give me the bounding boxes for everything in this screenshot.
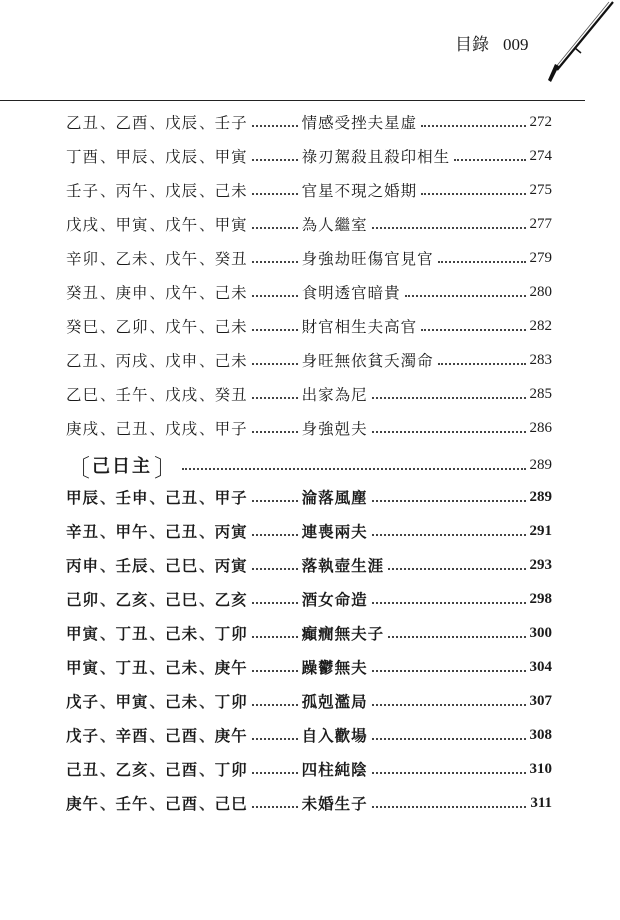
section-heading[interactable] <box>66 450 552 480</box>
toc-entry[interactable] <box>66 381 552 407</box>
leader-dots <box>388 568 525 570</box>
toc-entry[interactable] <box>66 415 552 441</box>
leader-dots <box>252 602 298 604</box>
entry-page: 310 <box>529 760 552 777</box>
entry-page: 283 <box>529 351 552 368</box>
entry-page: 286 <box>529 419 552 436</box>
entry-description: 身旺無依貧夭濁命 <box>301 352 434 370</box>
entry-pillars: 癸巳、乙卯、戊午、己未 <box>66 318 248 336</box>
leader-dots <box>405 295 526 297</box>
leader-dots <box>182 468 526 470</box>
entry-page: 275 <box>529 181 552 198</box>
toc-entry[interactable] <box>66 484 552 510</box>
leader-dots <box>372 772 526 774</box>
entry-description: 癲癇無夫子 <box>301 624 385 643</box>
leader-dots <box>252 397 298 399</box>
entry-description: 淪落風塵 <box>301 488 368 507</box>
leader-dots <box>252 704 298 706</box>
leader-dots <box>252 738 298 740</box>
entry-page: 293 <box>529 556 552 573</box>
toc-entry[interactable] <box>66 109 552 135</box>
toc-entry[interactable] <box>66 279 552 305</box>
entry-pillars: 丙申、壬辰、己巳、丙寅 <box>66 556 248 575</box>
leader-dots <box>372 227 526 229</box>
entry-pillars: 甲寅、丁丑、己未、庚午 <box>66 658 248 677</box>
entry-pillars: 甲寅、丁丑、己未、丁卯 <box>66 624 248 643</box>
entry-description: 酒女命造 <box>301 590 368 609</box>
entry-page: 280 <box>529 283 552 300</box>
leader-dots <box>388 636 525 638</box>
entry-pillars: 戊子、辛酉、己酉、庚午 <box>66 726 248 745</box>
leader-dots <box>252 534 298 536</box>
leader-dots <box>438 363 526 365</box>
header-page-number: 009 <box>503 35 529 54</box>
leader-dots <box>372 670 526 672</box>
entry-pillars: 乙丑、乙酉、戊辰、壬子 <box>66 114 248 132</box>
leader-dots <box>252 261 298 263</box>
header-title: 目錄 <box>455 35 489 55</box>
entry-description: 未婚生子 <box>301 794 368 813</box>
entry-page: 277 <box>529 215 552 232</box>
entry-pillars: 己丑、乙亥、己酉、丁卯 <box>66 760 248 779</box>
entry-description: 財官相生夫高官 <box>301 318 418 336</box>
entry-page: 304 <box>529 658 552 675</box>
leader-dots <box>252 670 298 672</box>
entry-pillars: 戊戌、甲寅、戊午、甲寅 <box>66 216 248 234</box>
calligraphy-brush-icon <box>545 0 620 85</box>
entry-description: 出家為尼 <box>301 386 368 404</box>
entry-pillars: 戊子、甲寅、己未、丁卯 <box>66 692 248 711</box>
entry-description: 落執壺生涯 <box>301 556 385 575</box>
entry-description: 官星不現之婚期 <box>301 182 418 200</box>
leader-dots <box>252 227 298 229</box>
entry-description: 自入歡場 <box>301 726 368 745</box>
entry-description: 食明透官暗貴 <box>301 284 401 302</box>
leader-dots <box>372 704 526 706</box>
entry-pillars: 乙丑、丙戌、戊申、己未 <box>66 352 248 370</box>
toc-entry[interactable] <box>66 552 552 578</box>
entry-page: 308 <box>529 726 552 743</box>
toc-entry[interactable] <box>66 211 552 237</box>
header-rule <box>0 100 585 101</box>
toc-entry[interactable] <box>66 790 552 816</box>
leader-dots <box>372 534 526 536</box>
leader-dots <box>372 431 526 433</box>
toc-entry[interactable] <box>66 177 552 203</box>
leader-dots <box>252 159 298 161</box>
section-page: 289 <box>529 456 552 473</box>
leader-dots <box>438 261 526 263</box>
toc-entry[interactable] <box>66 620 552 646</box>
entry-pillars: 壬子、丙午、戊辰、己未 <box>66 182 248 200</box>
entry-page: 279 <box>529 249 552 266</box>
leader-dots <box>252 125 298 127</box>
entry-pillars: 庚午、壬午、己酉、己巳 <box>66 794 248 813</box>
leader-dots <box>252 636 298 638</box>
leader-dots <box>372 806 527 808</box>
leader-dots <box>372 602 526 604</box>
leader-dots <box>252 329 298 331</box>
entry-pillars: 辛丑、甲午、己丑、丙寅 <box>66 522 248 541</box>
toc-entry[interactable] <box>66 756 552 782</box>
entry-pillars: 辛卯、乙未、戊午、癸丑 <box>66 250 248 268</box>
entry-page: 285 <box>529 385 552 402</box>
leader-dots <box>421 125 525 127</box>
entry-page: 300 <box>529 624 552 641</box>
entry-page: 307 <box>529 692 552 709</box>
toc-entry[interactable] <box>66 143 552 169</box>
leader-dots <box>252 500 298 502</box>
entry-description: 為人繼室 <box>301 216 368 234</box>
leader-dots <box>252 806 298 808</box>
toc-entry[interactable] <box>66 245 552 271</box>
entry-description: 身強劫旺傷官見官 <box>301 250 434 268</box>
entry-pillars: 乙巳、壬午、戊戌、癸丑 <box>66 386 248 404</box>
entry-pillars: 庚戌、己丑、戊戌、甲子 <box>66 420 248 438</box>
leader-dots <box>421 193 525 195</box>
leader-dots <box>252 193 298 195</box>
toc-entry[interactable] <box>66 654 552 680</box>
page-header <box>455 30 529 60</box>
toc-entry[interactable] <box>66 313 552 339</box>
entry-description: 情感受挫夫星虛 <box>301 114 418 132</box>
entry-pillars: 癸丑、庚申、戊午、己未 <box>66 284 248 302</box>
entry-pillars: 丁酉、甲辰、戊辰、甲寅 <box>66 148 248 166</box>
entry-description: 連喪兩夫 <box>301 522 368 541</box>
toc-entry[interactable] <box>66 518 552 544</box>
entry-description: 四柱純陰 <box>301 760 368 779</box>
entry-page: 291 <box>529 522 552 539</box>
section-open-bracket: 〔 <box>66 453 90 482</box>
leader-dots <box>252 568 298 570</box>
entry-pillars: 己卯、乙亥、己巳、乙亥 <box>66 590 248 609</box>
entry-page: 282 <box>529 317 552 334</box>
entry-description: 孤剋濫局 <box>301 692 368 711</box>
entry-page: 289 <box>529 488 552 505</box>
entry-pillars: 甲辰、壬申、己丑、甲子 <box>66 488 248 507</box>
entry-page: 274 <box>529 147 552 164</box>
toc-entry[interactable] <box>66 722 552 748</box>
leader-dots <box>252 431 298 433</box>
leader-dots <box>372 738 526 740</box>
leader-dots <box>454 159 525 161</box>
leader-dots <box>421 329 525 331</box>
section-close-bracket: 〕 <box>154 453 178 482</box>
entry-page: 311 <box>530 794 552 811</box>
section-title: 己日主 <box>92 456 152 477</box>
entry-description: 身強剋夫 <box>301 420 368 438</box>
entry-page: 272 <box>529 113 552 130</box>
entry-description: 祿刃駕殺且殺印相生 <box>301 148 451 166</box>
entry-page: 298 <box>529 590 552 607</box>
entry-description: 躁鬱無夫 <box>301 658 368 677</box>
toc-entry[interactable] <box>66 688 552 714</box>
toc-entry[interactable] <box>66 586 552 612</box>
leader-dots <box>252 363 298 365</box>
leader-dots <box>372 500 526 502</box>
leader-dots <box>372 397 526 399</box>
toc-entry[interactable] <box>66 347 552 373</box>
leader-dots <box>252 295 298 297</box>
leader-dots <box>252 772 298 774</box>
